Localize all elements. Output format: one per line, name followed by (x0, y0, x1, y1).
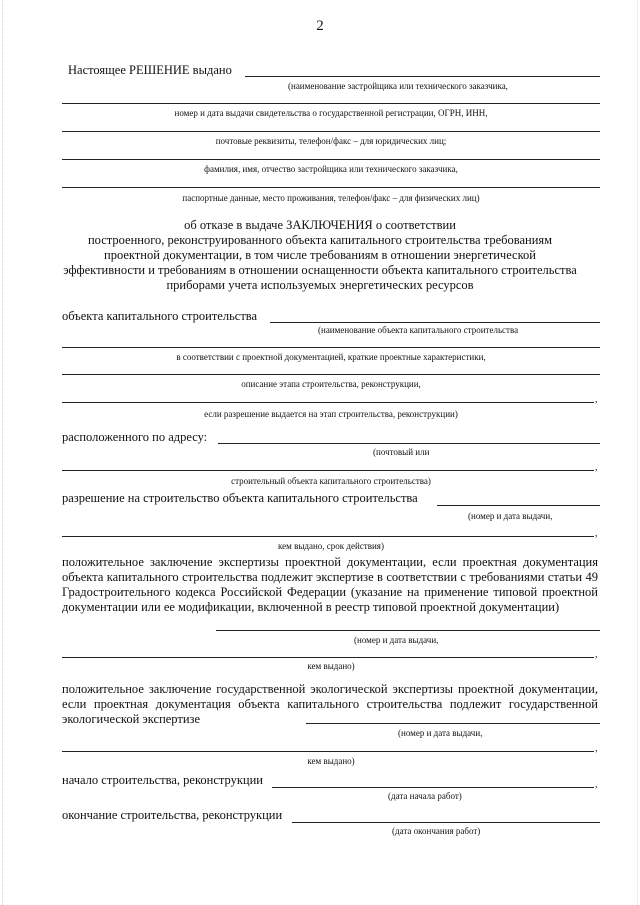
address-line-1 (218, 443, 600, 444)
expertise-comma: , (595, 649, 598, 660)
object-line-4 (62, 402, 594, 403)
intro-caption-3: почтовые реквизиты, телефон/факс – для юридических лиц; (215, 136, 447, 146)
address-label: расположенного по адресу: (62, 430, 208, 444)
object-caption-1: (наименование объекта капитального строительства (318, 325, 519, 335)
object-line-2 (62, 347, 600, 348)
address-caption-1: (почтовый или (373, 447, 430, 457)
document-title (50, 218, 590, 293)
object-caption-3: описание этапа строительства, реконструкции, (241, 379, 421, 389)
address-caption-2: строительный объекта капитального строительства) (231, 476, 431, 486)
eco-comma: , (595, 743, 598, 754)
permit-comma: , (595, 528, 598, 539)
start-line (272, 787, 594, 788)
eco-caption-2: кем выдано) (307, 756, 355, 766)
title-line-3: проектной документации, в том числе требованиям в отношении энергетической (104, 248, 536, 262)
scan-edge-left (2, 0, 4, 905)
intro-label: Настоящее РЕШЕНИЕ выдано (68, 63, 232, 77)
end-line (292, 822, 600, 823)
start-caption: (дата начала работ) (388, 791, 462, 801)
permit-caption-2: кем выдано, срок действия) (278, 541, 384, 551)
intro-line-4 (62, 159, 600, 160)
permit-caption-1: (номер и дата выдачи, (468, 511, 553, 521)
intro-line-3 (62, 131, 600, 132)
object-line-1 (270, 322, 600, 323)
object-caption-2: в соответствии с проектной документацией, краткие проектные характеристики, (176, 352, 486, 362)
end-caption: (дата окончания работ) (392, 826, 481, 836)
eco-text: положительное заключение государственной экологической экспертизы проектной документации, если проектная документация объекта капитального строительства подлежит государственной экологической экспертизе (62, 682, 598, 726)
end-label: окончание строительства, реконструкции (62, 808, 283, 822)
title-line-1: об отказе в выдаче ЗАКЛЮЧЕНИЯ о соответствии (184, 218, 456, 232)
permit-line-2 (62, 536, 594, 537)
scan-edge-right (636, 0, 638, 905)
title-line-2: построенного, реконструированного объекта капитального строительства требованиям (87, 233, 553, 247)
permit-label: разрешение на строительство объекта капитального строительства (62, 491, 418, 505)
intro-caption-5: паспортные данные, место проживания, телефон/факс – для физических лиц) (182, 193, 480, 203)
address-line-2 (62, 470, 594, 471)
start-label: начало строительства, реконструкции (62, 773, 263, 787)
page-number: 2 (316, 18, 324, 34)
object-comma: , (595, 394, 598, 405)
object-label: объекта капитального строительства (62, 309, 258, 323)
intro-caption-2: номер и дата выдачи свидетельства о государственной регистрации, ОГРН, ИНН, (174, 108, 488, 118)
title-line-4: эффективности и требованиям в отношении оснащенности объекта капитального строительства (63, 263, 577, 277)
expertise-line-1 (216, 630, 600, 631)
intro-caption-4: фамилия, имя, отчество застройщика или технического заказчика, (204, 164, 458, 174)
expertise-text: положительное заключение экспертизы проектной документации, если проектная документация объекта капитального строительства подлежит экспертизе в соответствии с требованиями статьи 49 Градостроительного кодекса Российской Федерации (указание на применение типовой проектной документации или ее модификации, включенной в реестр типовой проектной документации) (62, 555, 598, 614)
object-caption-4: если разрешение выдается на этап строительства, реконструкции) (204, 409, 458, 419)
eco-line-2 (62, 751, 594, 752)
expertise-caption-1: (номер и дата выдачи, (354, 635, 439, 645)
permit-line-1 (437, 505, 600, 506)
intro-line-2 (62, 103, 600, 104)
expertise-caption-2: кем выдано) (307, 661, 355, 671)
title-line-5: приборами учета используемых энергетических ресурсов (166, 278, 474, 292)
intro-line-5 (62, 187, 600, 188)
intro-line-1 (245, 76, 600, 77)
eco-line-1 (306, 723, 600, 724)
expertise-line-2 (62, 657, 594, 658)
object-line-3 (62, 374, 600, 375)
eco-caption-1: (номер и дата выдачи, (398, 728, 483, 738)
intro-caption-1: (наименование застройщика или технического заказчика, (288, 81, 508, 91)
address-comma: , (595, 462, 598, 473)
start-comma: , (595, 779, 598, 790)
